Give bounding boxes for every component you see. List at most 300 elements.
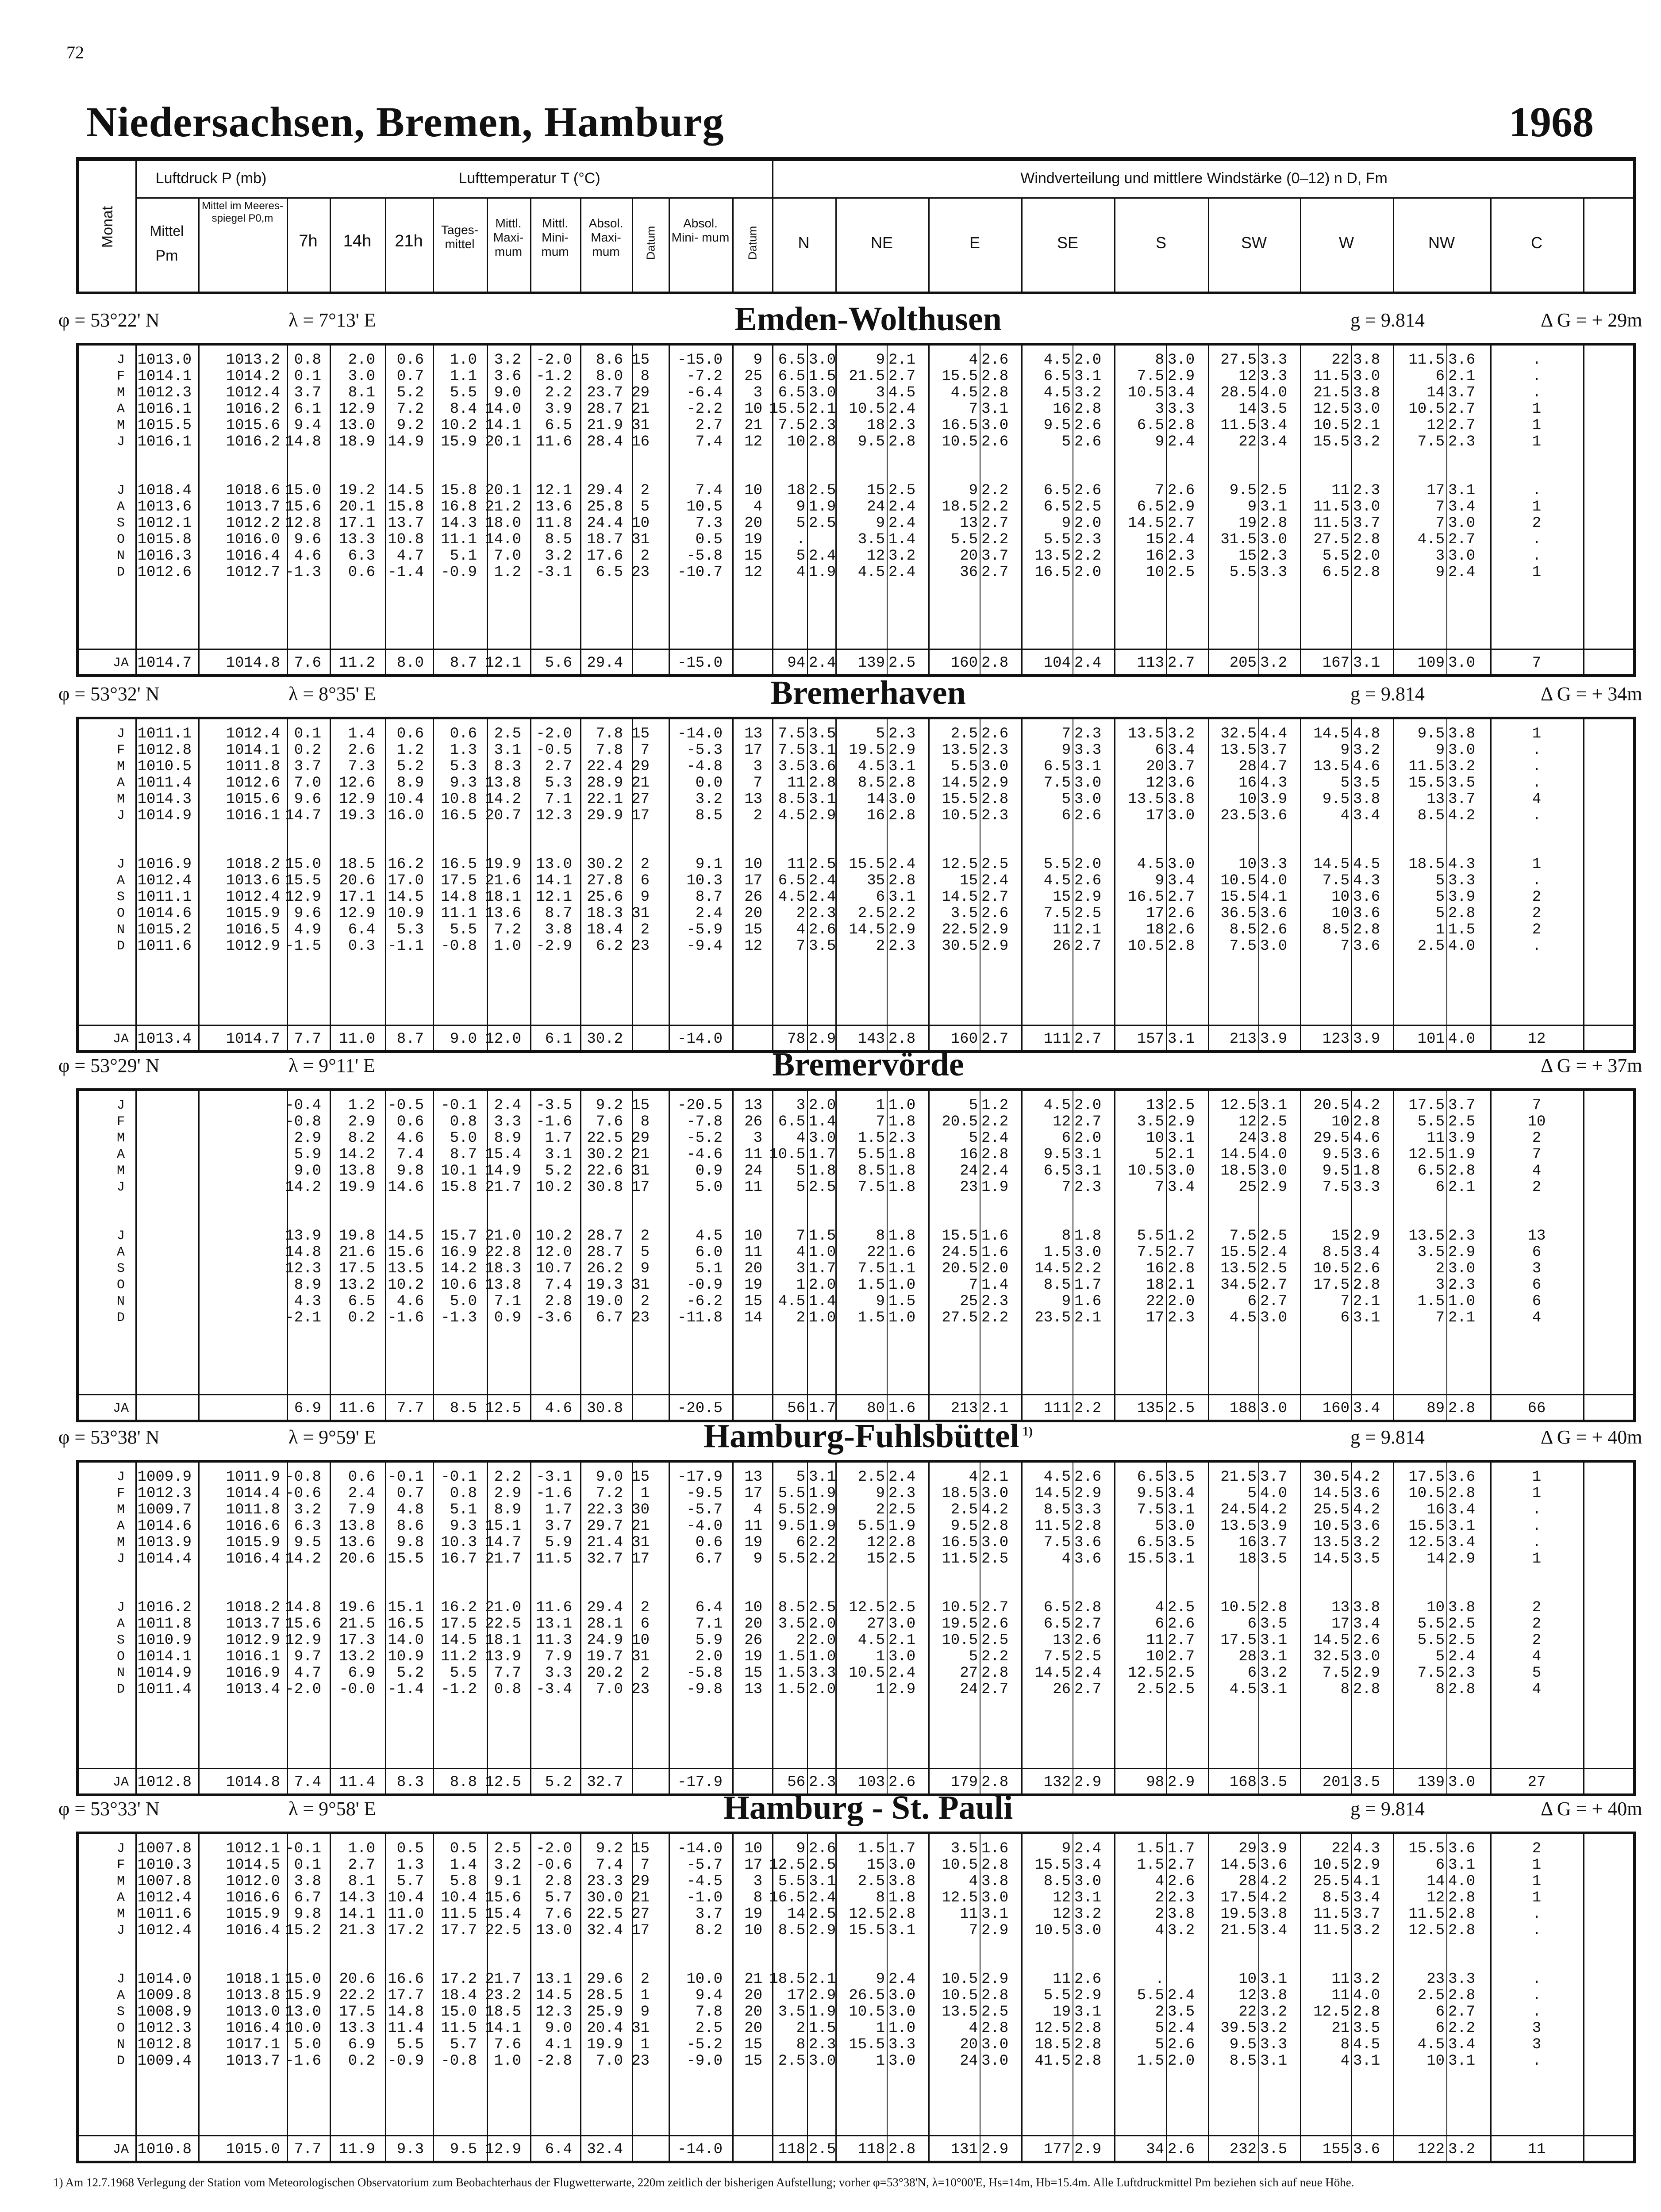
cell-value: 6 bbox=[1247, 1665, 1257, 1682]
cell-value: 4.8 bbox=[396, 1502, 424, 1518]
cell-value: 4.0 bbox=[1448, 938, 1476, 955]
cell-value: 2 bbox=[1435, 1260, 1445, 1277]
cell-value: 17 bbox=[744, 1857, 762, 1874]
cell-value: 2.0 bbox=[1074, 856, 1102, 873]
table-row bbox=[79, 499, 1636, 515]
cell-value: 18.9 bbox=[339, 434, 375, 450]
header-dir-e: E bbox=[969, 234, 980, 252]
cell-value: 2.9 bbox=[1074, 889, 1102, 906]
cell-value: 15.4 bbox=[485, 1146, 521, 1163]
cell-value: 27 bbox=[1527, 1774, 1546, 1791]
cell-value: 1.9 bbox=[981, 1179, 1009, 1196]
cell-value: 3.0 bbox=[981, 1889, 1009, 1906]
cell-value: 7 bbox=[753, 775, 762, 791]
cell-value: 2.6 bbox=[1260, 922, 1288, 938]
table-row bbox=[79, 1616, 1636, 1632]
cell-value: 2.6 bbox=[1353, 1260, 1380, 1277]
cell-value: 17 bbox=[744, 742, 762, 759]
cell-value: 10.7 bbox=[536, 1260, 572, 1277]
cell-value: 4.7 bbox=[396, 548, 424, 565]
cell-value: 3.6 bbox=[1353, 1485, 1380, 1502]
cell-value: 1016.4 bbox=[226, 1922, 280, 1939]
cell-value: 2.8 bbox=[1074, 401, 1102, 418]
cell-value: 9.3 bbox=[450, 775, 477, 791]
cell-value: J bbox=[116, 1551, 125, 1567]
cell-value: 3.2 bbox=[1353, 1922, 1380, 1939]
cell-value: 2.9 bbox=[1353, 1857, 1380, 1874]
cell-value: -5.7 bbox=[686, 1502, 723, 1518]
cell-value: 2.8 bbox=[1448, 1485, 1476, 1502]
cell-value: 2.1 bbox=[1448, 1310, 1476, 1326]
cell-value: 7.0 bbox=[294, 775, 321, 791]
cell-value: 10.2 bbox=[536, 1228, 572, 1244]
cell-value: 12.9 bbox=[339, 791, 375, 808]
cell-value: 5 bbox=[640, 499, 650, 515]
cell-value: 2.7 bbox=[981, 889, 1009, 906]
cell-value: 21 bbox=[631, 1146, 650, 1163]
longitude: λ = 9°59' E bbox=[288, 1426, 376, 1448]
table-row bbox=[79, 1665, 1636, 1681]
cell-value: 3.0 bbox=[1260, 1400, 1288, 1417]
cell-value: 7.1 bbox=[695, 1616, 723, 1632]
cell-value: 27.8 bbox=[587, 872, 623, 889]
cell-value: 9 bbox=[640, 889, 650, 906]
cell-value: 5 bbox=[1435, 872, 1445, 889]
cell-value: 13.5 bbox=[942, 742, 978, 759]
cell-value: 17.1 bbox=[339, 515, 375, 532]
cell-value: 32.4 bbox=[587, 2141, 623, 2158]
cell-value: 2.7 bbox=[1168, 655, 1195, 672]
cell-value: 12 bbox=[1238, 1987, 1257, 2004]
cell-value: 3.5 bbox=[1168, 1469, 1195, 1486]
cell-value: 3.6 bbox=[1260, 1857, 1288, 1874]
cell-value: 14.5 bbox=[942, 775, 978, 791]
cell-value: 22 bbox=[1331, 352, 1350, 369]
cell-value: 9 bbox=[753, 1551, 762, 1567]
cell-value: 4.3 bbox=[1260, 775, 1288, 791]
gravity: g = 9.814 bbox=[1350, 309, 1425, 331]
cell-value: 3.8 bbox=[1353, 1599, 1380, 1616]
cell-value: -1.6 bbox=[536, 1485, 572, 1502]
cell-value: 27 bbox=[960, 1665, 978, 1682]
cell-value: 1013.9 bbox=[137, 1534, 192, 1551]
cell-value: 29 bbox=[631, 384, 650, 401]
cell-value: A bbox=[116, 1147, 125, 1162]
cell-value: 5.5 bbox=[1137, 1228, 1164, 1244]
cell-value: J bbox=[116, 1972, 125, 1987]
cell-value: . bbox=[1532, 548, 1542, 565]
cell-value: 11 bbox=[1331, 1971, 1350, 1988]
cell-value: 1013.4 bbox=[137, 1031, 192, 1048]
cell-value: 3.7 bbox=[1168, 758, 1195, 775]
table-row bbox=[79, 1179, 1636, 1195]
cell-value: 14.5 bbox=[942, 889, 978, 906]
cell-value: 14 bbox=[1426, 1873, 1445, 1890]
cell-value: 12.5 bbox=[849, 1906, 885, 1923]
cell-value: O bbox=[116, 2021, 125, 2036]
cell-value: 10.6 bbox=[441, 1277, 477, 1294]
cell-value: 2.0 bbox=[1074, 515, 1102, 532]
cell-value: 15 bbox=[631, 1097, 650, 1114]
cell-value: 12.1 bbox=[536, 482, 572, 499]
cell-value: 10 bbox=[1238, 856, 1257, 873]
cell-value: 7.6 bbox=[545, 1906, 572, 1923]
cell-value: 10 bbox=[1527, 1114, 1546, 1130]
cell-value: 1013.6 bbox=[226, 872, 280, 889]
cell-value: 7.8 bbox=[596, 742, 623, 759]
cell-value: 16.2 bbox=[441, 1599, 477, 1616]
cell-value: -4.0 bbox=[686, 1518, 723, 1535]
cell-value: 13.8 bbox=[339, 1518, 375, 1535]
cell-value: 1008.9 bbox=[137, 2004, 192, 2020]
cell-value: 7.5 bbox=[1322, 1665, 1350, 1682]
cell-value: 10 bbox=[1331, 1114, 1350, 1130]
cell-value: 3.0 bbox=[888, 1648, 916, 1665]
cell-value: 11 bbox=[1527, 2141, 1546, 2158]
cell-value: 7 bbox=[1155, 482, 1164, 499]
cell-value: 15.9 bbox=[285, 1987, 321, 2004]
cell-value: 23.2 bbox=[485, 1987, 521, 2004]
cell-value: 15.5 bbox=[942, 368, 978, 385]
cell-value: 8.3 bbox=[494, 758, 521, 775]
cell-value: 3.9 bbox=[1448, 889, 1476, 906]
cell-value: 19.9 bbox=[485, 856, 521, 873]
cell-value: 23 bbox=[631, 1681, 650, 1698]
cell-value: 13.2 bbox=[339, 1648, 375, 1665]
cell-value: 11.5 bbox=[1313, 368, 1350, 385]
cell-value: 4.5 bbox=[857, 564, 885, 581]
cell-value: 2.2 bbox=[981, 531, 1009, 548]
cell-value: 6.5 bbox=[1417, 1163, 1445, 1179]
cell-value: 15.5 bbox=[769, 401, 805, 418]
cell-value: 5.5 bbox=[450, 384, 477, 401]
cell-value: 2.5 bbox=[1448, 1616, 1476, 1632]
cell-value: 12.5 bbox=[1408, 1922, 1445, 1939]
cell-value: 12.5 bbox=[849, 1599, 885, 1616]
cell-value: 18 bbox=[1146, 1277, 1164, 1294]
cell-value: 15.5 bbox=[1220, 1244, 1257, 1261]
cell-value: 2.3 bbox=[1353, 482, 1380, 499]
cell-value: 24.5 bbox=[1220, 1502, 1257, 1518]
cell-value: 28.9 bbox=[587, 775, 623, 791]
cell-value: 1012.2 bbox=[226, 515, 280, 532]
station-section bbox=[58, 300, 1642, 679]
cell-value: S bbox=[116, 2005, 125, 2020]
cell-value: 30.5 bbox=[1313, 1469, 1350, 1486]
cell-value: 19.3 bbox=[587, 1277, 623, 1294]
cell-value: 17.5 bbox=[1220, 1889, 1257, 1906]
table-row bbox=[79, 938, 1636, 954]
cell-value: 3.8 bbox=[1353, 384, 1380, 401]
cell-value: 1009.4 bbox=[137, 2053, 192, 2070]
cell-value: 2.3 bbox=[1168, 1310, 1195, 1326]
cell-value: 3.1 bbox=[888, 1922, 916, 1939]
cell-value: 9.0 bbox=[494, 384, 521, 401]
cell-value: 21.0 bbox=[485, 1228, 521, 1244]
cell-value: 1 bbox=[1532, 1485, 1542, 1502]
cell-value: 8.5 bbox=[545, 531, 572, 548]
cell-value: 5.5 bbox=[1043, 1987, 1071, 2004]
cell-value: 2.2 bbox=[1074, 1260, 1102, 1277]
cell-value: 8.5 bbox=[1043, 1277, 1071, 1294]
cell-value: 2.3 bbox=[981, 742, 1009, 759]
cell-value: 6.5 bbox=[1043, 499, 1071, 515]
cell-value: 5.5 bbox=[1137, 1987, 1164, 2004]
cell-value: 12.0 bbox=[536, 1244, 572, 1261]
cell-value: 8.9 bbox=[494, 1130, 521, 1147]
cell-value: 31.5 bbox=[1220, 531, 1257, 548]
cell-value: 1014.6 bbox=[137, 905, 192, 922]
cell-value: 1010.8 bbox=[137, 2141, 192, 2158]
cell-value: 3.1 bbox=[1074, 368, 1102, 385]
cell-value: 1.8 bbox=[888, 1114, 916, 1130]
cell-value: 1012.4 bbox=[226, 726, 280, 742]
cell-value: 25.9 bbox=[587, 2004, 623, 2020]
cell-value: 4 bbox=[1340, 2053, 1350, 2070]
cell-value: 7.7 bbox=[494, 1665, 521, 1682]
cell-value: 17.5 bbox=[441, 872, 477, 889]
cell-value: F bbox=[116, 369, 125, 384]
cell-value: 0.8 bbox=[494, 1681, 521, 1698]
cell-value: 10 bbox=[744, 1228, 762, 1244]
cell-value: 1.5 bbox=[809, 1228, 836, 1244]
cell-value: 4.0 bbox=[1260, 1485, 1288, 1502]
cell-value: 6 bbox=[1061, 807, 1071, 824]
cell-value: 1015.5 bbox=[137, 417, 192, 434]
cell-value: 9.0 bbox=[545, 2020, 572, 2037]
cell-value: 2.7 bbox=[981, 1599, 1009, 1616]
cell-value: 13.6 bbox=[339, 1534, 375, 1551]
cell-value: 8.9 bbox=[294, 1277, 321, 1294]
cell-value: J bbox=[116, 857, 125, 872]
cell-value: 3.5 bbox=[1260, 1774, 1288, 1791]
cell-value: 14.0 bbox=[485, 531, 521, 548]
cell-value: 14.5 bbox=[1220, 1146, 1257, 1163]
cell-value: 2.0 bbox=[1353, 548, 1380, 565]
cell-value: 1016.2 bbox=[226, 401, 280, 418]
cell-value: 2.2 bbox=[1448, 2020, 1476, 2037]
station-section bbox=[58, 674, 1642, 1055]
cell-value: 1012.4 bbox=[137, 1889, 192, 1906]
station-table bbox=[76, 1832, 1636, 2163]
cell-value: . bbox=[1532, 1502, 1542, 1518]
cell-value: 9.5 bbox=[1043, 1146, 1071, 1163]
cell-value: 2.6 bbox=[981, 434, 1009, 450]
cell-value: 3 bbox=[1155, 401, 1164, 418]
table-row bbox=[79, 1277, 1636, 1293]
cell-value: 9.5 bbox=[1043, 417, 1071, 434]
cell-value: 1014.3 bbox=[137, 791, 192, 808]
cell-value: 2.8 bbox=[981, 1857, 1009, 1874]
cell-value: 2.4 bbox=[1168, 1987, 1195, 2004]
cell-value: 5.9 bbox=[545, 1534, 572, 1551]
cell-value: 7.5 bbox=[1137, 1502, 1164, 1518]
cell-value: 2.8 bbox=[1074, 2053, 1102, 2070]
table-row bbox=[79, 791, 1636, 807]
cell-value: 11 bbox=[744, 1244, 762, 1261]
cell-value: 18.3 bbox=[485, 1260, 521, 1277]
cell-value: 1009.7 bbox=[137, 1502, 192, 1518]
cell-value: J bbox=[116, 1229, 125, 1244]
cell-value: 29 bbox=[1238, 1840, 1257, 1857]
cell-value: 4.6 bbox=[545, 1400, 572, 1417]
table-row bbox=[79, 1971, 1636, 1987]
cell-value: 16.7 bbox=[441, 1551, 477, 1567]
cell-value: 17.3 bbox=[339, 1632, 375, 1649]
cell-value: 1016.2 bbox=[226, 434, 280, 450]
cell-value: 3.0 bbox=[981, 1485, 1009, 1502]
cell-value: 2.7 bbox=[981, 515, 1009, 532]
cell-value: 9.6 bbox=[294, 531, 321, 548]
cell-value: 13.5 bbox=[1034, 548, 1071, 565]
cell-value: 23 bbox=[960, 1179, 978, 1196]
cell-value: 3.3 bbox=[1074, 742, 1102, 759]
cell-value: 2.3 bbox=[809, 417, 836, 434]
cell-value: . bbox=[1532, 2004, 1542, 2020]
cell-value: 1012.3 bbox=[137, 384, 192, 401]
cell-value: F bbox=[116, 1486, 125, 1501]
cell-value: 8 bbox=[1340, 1681, 1350, 1698]
cell-value: 1.4 bbox=[450, 1857, 477, 1874]
cell-value: 15 bbox=[744, 1665, 762, 1682]
cell-value: 9 bbox=[876, 1971, 885, 1988]
cell-value: 14.2 bbox=[485, 791, 521, 808]
cell-value: 1.5 bbox=[778, 1681, 805, 1698]
cell-value: -17.9 bbox=[677, 1774, 723, 1791]
cell-value: 12 bbox=[1053, 1114, 1071, 1130]
cell-value: 15 bbox=[631, 1469, 650, 1486]
cell-value: 10 bbox=[631, 1632, 650, 1649]
cell-value: 3.1 bbox=[981, 401, 1009, 418]
cell-value: 15.8 bbox=[441, 1179, 477, 1196]
cell-value: 10.0 bbox=[285, 2020, 321, 2037]
cell-value: 2.7 bbox=[1448, 417, 1476, 434]
cell-value: 2.7 bbox=[545, 758, 572, 775]
cell-value: 28.4 bbox=[587, 434, 623, 450]
cell-value: 9 bbox=[1061, 1293, 1071, 1310]
cell-value: 12 bbox=[1238, 368, 1257, 385]
cell-value: 2.4 bbox=[1448, 1648, 1476, 1665]
cell-value: 14.7 bbox=[485, 1534, 521, 1551]
cell-value: 2.9 bbox=[1168, 1774, 1195, 1791]
cell-value: 3.7 bbox=[294, 758, 321, 775]
cell-value: 3.1 bbox=[1448, 1518, 1476, 1535]
table-row bbox=[79, 1310, 1636, 1326]
cell-value: 5.5 bbox=[778, 1551, 805, 1567]
cell-value: 32.7 bbox=[587, 1551, 623, 1567]
cell-value: . bbox=[1532, 807, 1542, 824]
cell-value: 25 bbox=[960, 1293, 978, 1310]
cell-value: 21.7 bbox=[485, 1551, 521, 1567]
cell-value: 6 bbox=[876, 889, 885, 906]
cell-value: -1.3 bbox=[441, 1310, 477, 1326]
cell-value: 15.0 bbox=[285, 482, 321, 499]
cell-value: 2.5 bbox=[1168, 564, 1195, 581]
cell-value: 10 bbox=[1146, 1130, 1164, 1147]
cell-value: 1.9 bbox=[809, 499, 836, 515]
cell-value: 2.8 bbox=[545, 1293, 572, 1310]
cell-value: 1012.3 bbox=[137, 1485, 192, 1502]
cell-value: 2.6 bbox=[1168, 2036, 1195, 2053]
cell-value: 23 bbox=[631, 2053, 650, 2070]
cell-value: 3.6 bbox=[1353, 1146, 1380, 1163]
cell-value: 1015.9 bbox=[226, 905, 280, 922]
cell-value: 2.6 bbox=[1168, 1873, 1195, 1890]
cell-value: 5 bbox=[640, 1244, 650, 1261]
cell-value: 143 bbox=[857, 1031, 885, 1048]
cell-value: 27 bbox=[867, 1616, 885, 1632]
cell-value: 3.4 bbox=[1074, 1857, 1102, 1874]
cell-value: J bbox=[116, 434, 125, 449]
cell-value: 29.4 bbox=[587, 1599, 623, 1616]
cell-value: 31 bbox=[631, 905, 650, 922]
rule-line bbox=[1583, 199, 1584, 292]
cell-value: 1.0 bbox=[494, 2053, 521, 2070]
cell-value: 16 bbox=[1238, 1534, 1257, 1551]
cell-value: 2.9 bbox=[981, 922, 1009, 938]
cell-value: 17.1 bbox=[339, 889, 375, 906]
cell-value: JA bbox=[112, 656, 129, 671]
cell-value: 15.5 bbox=[1408, 775, 1445, 791]
cell-value: 3.1 bbox=[1074, 2004, 1102, 2020]
cell-value: 13.9 bbox=[485, 1648, 521, 1665]
cell-value: M bbox=[116, 1131, 125, 1146]
cell-value: 3.0 bbox=[981, 758, 1009, 775]
cell-value: 1.6 bbox=[981, 1244, 1009, 1261]
cell-value: 11 bbox=[744, 1179, 762, 1196]
cell-value: 111 bbox=[1043, 1400, 1071, 1417]
cell-value: F bbox=[116, 743, 125, 758]
cell-value: 10.5 bbox=[769, 1146, 805, 1163]
cell-value: 1015.9 bbox=[226, 1534, 280, 1551]
cell-value: -14.0 bbox=[677, 1840, 723, 1857]
cell-value: 89 bbox=[1426, 1400, 1445, 1417]
cell-value: JA bbox=[112, 2142, 129, 2157]
cell-value: 4.2 bbox=[1260, 1873, 1288, 1890]
cell-value: A bbox=[116, 1617, 125, 1632]
cell-value: 19.5 bbox=[849, 742, 885, 759]
cell-value: 4.5 bbox=[1353, 856, 1380, 873]
cell-value: 30.2 bbox=[587, 1031, 623, 1048]
cell-value: 6 bbox=[1532, 1244, 1542, 1261]
cell-value: 2.3 bbox=[981, 1293, 1009, 1310]
cell-value: 0.1 bbox=[294, 1857, 321, 1874]
cell-value: 1011.8 bbox=[226, 1502, 280, 1518]
cell-value: 3.4 bbox=[1448, 1534, 1476, 1551]
cell-value: 1015.2 bbox=[137, 922, 192, 938]
cell-value: 14 bbox=[867, 791, 885, 808]
cell-value: D bbox=[116, 2054, 125, 2069]
cell-value: 21.3 bbox=[339, 1922, 375, 1939]
cell-value: 4.5 bbox=[778, 807, 805, 824]
cell-value: 15 bbox=[1238, 548, 1257, 565]
rule-line bbox=[79, 2135, 1633, 2136]
cell-value: 27.5 bbox=[942, 1310, 978, 1326]
cell-value: 6 bbox=[1435, 1179, 1445, 1196]
cell-value: 188 bbox=[1229, 1400, 1257, 1417]
cell-value: 2.6 bbox=[1074, 417, 1102, 434]
cell-value: 1014.7 bbox=[137, 655, 192, 672]
cell-value: 2.6 bbox=[981, 905, 1009, 922]
cell-value: 9.5 bbox=[1229, 482, 1257, 499]
cell-value: 0.6 bbox=[348, 564, 375, 581]
cell-value: 3.4 bbox=[1260, 417, 1288, 434]
cell-value: 2.0 bbox=[981, 1260, 1009, 1277]
cell-value: 7.5 bbox=[857, 1260, 885, 1277]
cell-value: 118 bbox=[857, 2141, 885, 2158]
cell-value: 17.5 bbox=[1313, 1277, 1350, 1294]
cell-value: 3.2 bbox=[1074, 384, 1102, 401]
